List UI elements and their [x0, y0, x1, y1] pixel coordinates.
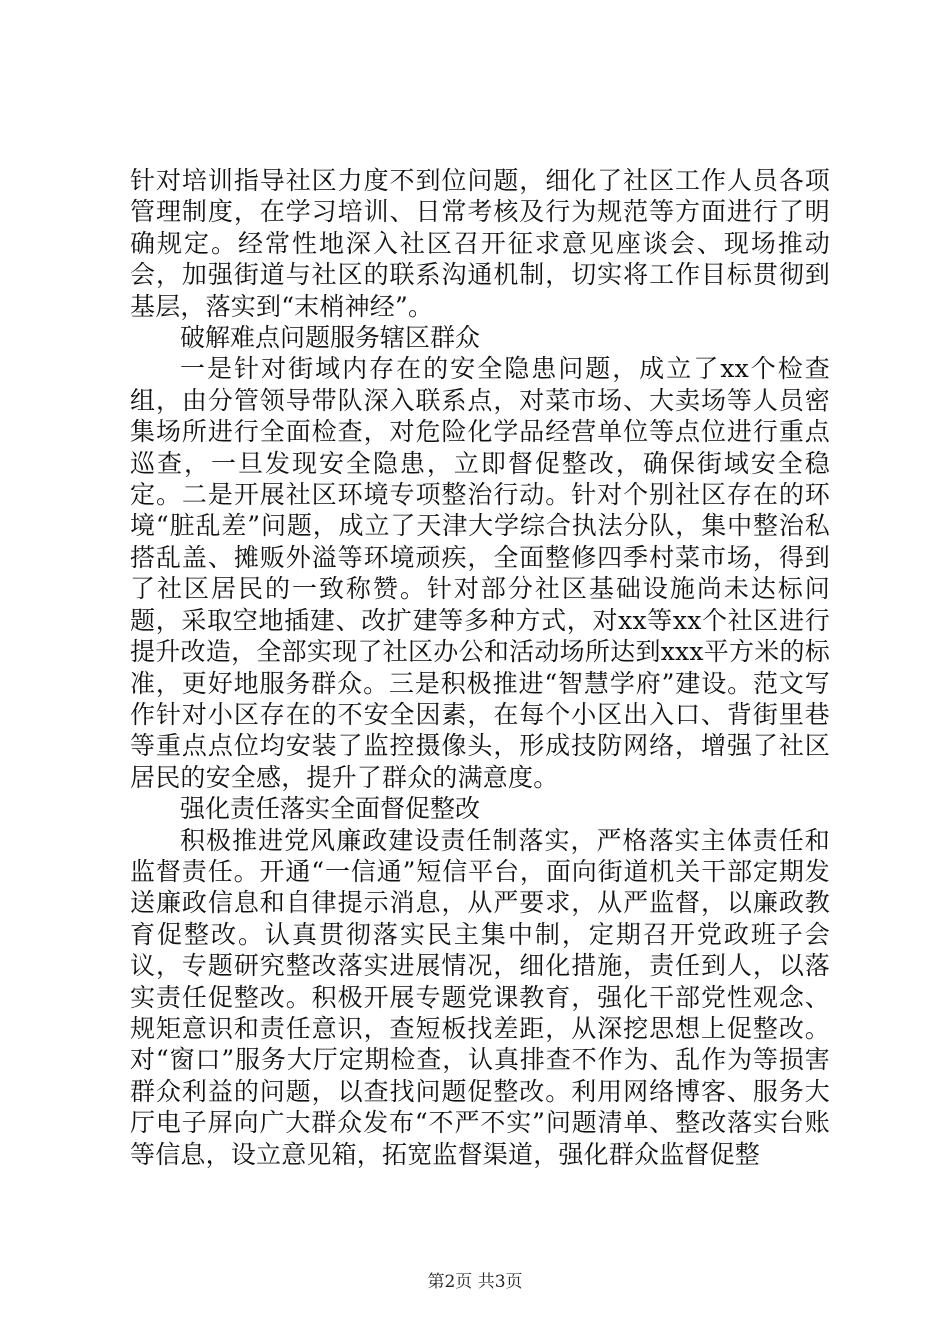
section-heading-solve-problems: 破解难点问题服务辖区群众 [180, 323, 481, 353]
section-heading-responsibility: 强化责任落实全面督促整改 [180, 794, 481, 824]
paragraph-safety-measures: 一是针对街域内存在的安全隐患问题，成立了xx个检查组，由分管领导带队深入联系点，对菜市场、大卖场等人员密集场所进行全面检查，对危险化学品经营单位等点位进行重点巡查，一旦发现安全隐患，立即督促整改，确保街域安全稳定。二是开展社区环境专项整治行动。针对个别社区存在的环境“脏乱差”问题，成立了天津大学综合执法分队，集中整治私搭乱盖、摊贩外溢等环境顽疾，全面整修四季村菜市场，得到了社区居民的一致称赞。针对部分社区基础设施尚未达标问题，采取空地插建、改扩建等多种方式，对xx等xx个社区进行提升改造，全部实现了社区办公和活动场所达到xxx平方米的标准，更好地服务群众。三是积极推进“智慧学府”建设。范文写作针对小区存在的不安全因素，在每个小区出入口、背街里巷等重点点位均安装了监控摄像头，形成技防网络，增强了社区居民的安全感，提升了群众的满意度。 [130, 354, 830, 792]
document-body [130, 165, 830, 1170]
paragraph-rectification: 积极推进党风廉政建设责任制落实，严格落实主体责任和监督责任。开通“一信通”短信平台，面向街道机关干部定期发送廉政信息和自律提示消息，从严要求，从严监督，以廉政教育促整改。认真贯彻落实民主集中制，定期召开党政班子会议，专题研究整改落实进展情况，细化措施，责任到人，以落实责任促整改。积极开展专题党课教育，强化干部党性观念、规矩意识和责任意识，查短板找差距，从深挖思想上促整改。对“窗口”服务大厅定期检查，认真排查不作为、乱作为等损害群众利益的问题，以查找问题促整改。利用网络博客、服务大厅电子屏向广大群众发布“不严不实”问题清单、整改落实台账等信息，设立意见箱，拓宽监督渠道，强化群众监督促整 [130, 825, 830, 1169]
page-number-footer: 第2页 共3页 [427, 1272, 523, 1292]
paragraph-intro: 针对培训指导社区力度不到位问题，细化了社区工作人员各项管理制度，在学习培训、日常考核及行为规范等方面进行了明确规定。经常性地深入社区召开征求意见座谈会、现场推动会，加强街道与社区的联系沟通机制，切实将工作目标贯彻到基层，落实到“末梢神经”。 [130, 166, 830, 321]
